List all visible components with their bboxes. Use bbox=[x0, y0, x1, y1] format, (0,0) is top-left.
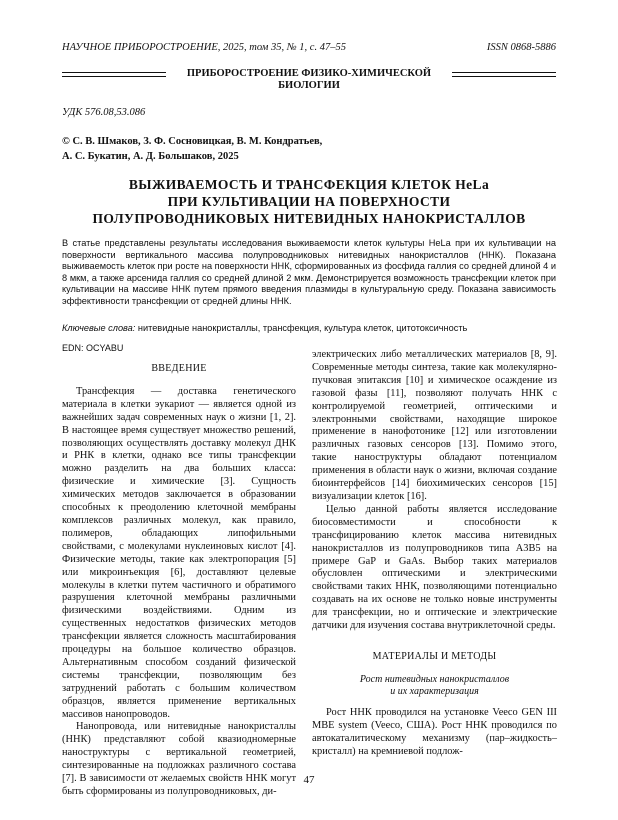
authors-line1: © С. В. Шмаков, З. Ф. Сосновицкая, В. М. Кондратьев, bbox=[62, 136, 323, 147]
section-banner bbox=[62, 68, 556, 92]
abstract: В статье представлены результаты исследования выживаемости клеток культуры HeLa при их культивации на поверхности вертикального массива полупроводниковых нитевидных нанокристаллов (ННК). Показана выживаемость клеток при росте на поверхности ННК, сформированных из фосфида галлия со средней длиной 4 и 8 мкм, а также арсенида галлия со средней длиной 2 мкм. Демонстрируется возможность трансфекции клеток при культивации на массиве ННК путем прямого введения плазмиды в культуральную среду. Показана зависимость эффективности трансфекции от средней длины ННК. bbox=[62, 238, 556, 306]
right-column bbox=[312, 349, 557, 758]
article-title bbox=[62, 176, 556, 227]
intro-paragraph-3: электрических либо металлических материалов [8, 9]. Современные методы синтеза, такие как молекулярно-пучковая эпитаксия [10] и химическое осаждение из газовой фазы [11], позволяют получать ННК с контролируемой геометрией, оптическими и электронными свойствами, находящие широкое применение в нанофотонике [12] или изготовлении различных газовых сенсоров [13]. Помимо этого, такие наноструктуры обладают потенциалом применения в области наук о жизни, включая создание биоинтерфейсов [14] биохимических сенсоров [15] визуализации клеток [16]. bbox=[312, 349, 557, 502]
banner-rule-left bbox=[62, 72, 166, 77]
title-line2: ПРИ КУЛЬТИВАЦИИ НА ПОВЕРХНОСТИ bbox=[167, 194, 451, 209]
issn: ISSN 0868-5886 bbox=[486, 42, 556, 53]
journal-citation: НАУЧНОЕ ПРИБОРОСТРОЕНИЕ, 2025, том 35, № 1, с. 47–55 bbox=[62, 42, 346, 53]
udk-code: УДК 576.08,53.086 bbox=[62, 107, 146, 118]
methods-heading: МАТЕРИАЛЫ И МЕТОДЫ bbox=[372, 650, 497, 662]
intro-paragraph-1: Трансфекция — доставка генетического материала в клетки эукариот — является одной из важнейших задач современных наук о жизни [1, 2]. В настоящее время существует множество решений, позволяющих осуществлять доставку молекул ДНК и РНК в клетки, однако все типы трансфекции можно разделить на два больших класса: физические и химические [3]. Сущность химических методов заключается в образовании способных к преодолению клеточной мембраны комплексов различных молекул, как правило, полимеров, обладающих липофильными свойствами, с молекулами нуклеиновых кислот [4]. Физические методы, такие как электропорация [5] или микроинъекция [6], доставляют целевые молекулы в клетки путем частичного и обратимого разрушения клеточной мембраны различными физическими воздействиями. Одним из существенных недостатков физических методов трансфекции является сложность масштабирования процедуры на большое количество образцов. Альтернативным способом созданий физической системы трансфекции, позволяющим без затруднений работать с большим количеством образцов, является применение вертикальных массивов нанопроводов. bbox=[62, 385, 296, 720]
title-line1: ВЫЖИВАЕМОСТЬ И ТРАНСФЕКЦИЯ КЛЕТОК HeLa bbox=[128, 177, 490, 192]
keywords bbox=[62, 323, 556, 333]
authors bbox=[62, 134, 556, 164]
title-line3: ПОЛУПРОВОДНИКОВЫХ НИТЕВИДНЫХ НАНОКРИСТАЛЛОВ bbox=[92, 211, 526, 226]
intro-heading: ВВЕДЕНИЕ bbox=[151, 363, 207, 374]
left-column bbox=[62, 363, 296, 799]
keywords-text: нитевидные нанокристаллы, трансфекция, культура клеток, цитотоксичность bbox=[137, 323, 468, 333]
banner-rule-right bbox=[452, 72, 556, 77]
edn-code: EDN: OCYABU bbox=[62, 343, 124, 353]
keywords-label: Ключевые слова: bbox=[62, 323, 136, 333]
subheading-line1: Рост нитевидных нанокристаллов bbox=[359, 673, 510, 685]
section-title-line2: БИОЛОГИИ bbox=[278, 80, 340, 91]
methods-paragraph-1: Рост ННК проводился на установке Veeco GEN III MBE system (Veeco, США). Рост ННК проводился по автокаталитическому механизму (пар–жидкость–кристалл) на кремниевой подлож- bbox=[312, 706, 557, 757]
intro-paragraph-2: Нанопровода, или нитевидные нанокристаллы (ННК) представляют собой квазиодномерные наноструктуры с вертикальной геометрией, синтезированные на подложках различного состава [7]. В зависимости от желаемых свойств ННК могут быть сформированы из полупроводниковых, ди- bbox=[62, 721, 296, 797]
methods-subheading bbox=[312, 674, 557, 699]
section-title-line1: ПРИБОРОСТРОЕНИЕ ФИЗИКО-ХИМИЧЕСКОЙ bbox=[186, 68, 432, 79]
intro-paragraph-4: Целью данной работы является исследование биосовместимости и способности к трансфицированию клеток массива нитевидных нанокристаллов из полупроводников типа A3B5 на примере GaP и GaAs. Выбор таких материалов обусловлен оптическими и электрическими свойствами таких ННК, позволяющими потенциально создавать на их основе не только новые инструменты для трансфекции, но и оптические и электрические датчики для изучения состава внутриклеточной среды. bbox=[312, 503, 557, 632]
authors-line2: А. С. Букатин, А. Д. Большаков, 2025 bbox=[62, 151, 239, 162]
page-number: 47 bbox=[303, 774, 315, 786]
subheading-line2: и их характеризация bbox=[390, 686, 479, 698]
